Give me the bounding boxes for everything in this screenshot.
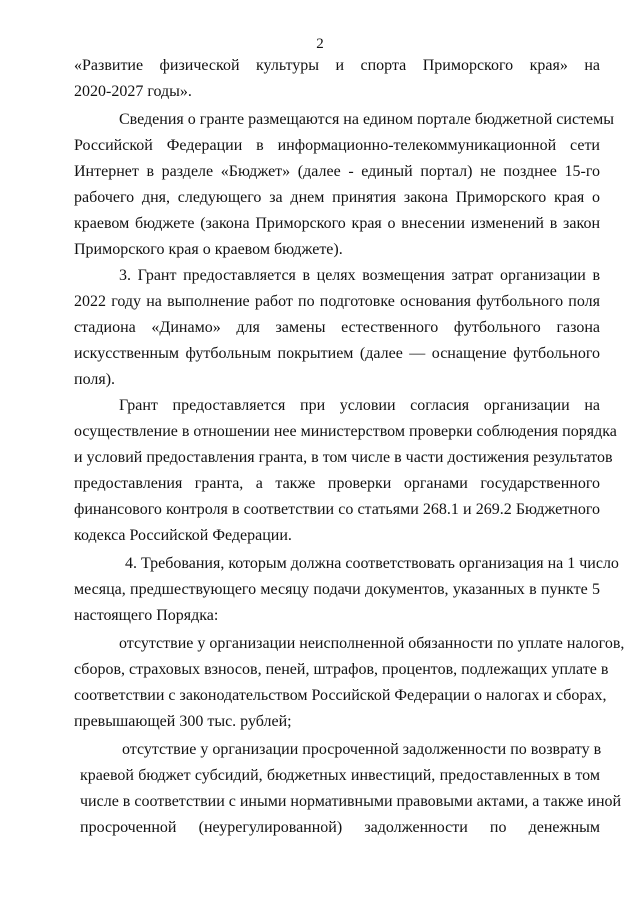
page-number: 2	[316, 36, 324, 52]
paragraph-6-line-4: превышающей 300 тыс. рублей;	[74, 713, 292, 730]
paragraph-6-line-2: сборов, страховых взносов, пеней, штрафов, процентов, подлежащих уплате в	[74, 661, 609, 678]
paragraph-6-line-3: соответствии с законодательством Российской Федерации о налогах и сборах,	[74, 687, 607, 704]
paragraph-6-line-1: отсутствие у организации неисполненной обязанности по уплате налогов,	[119, 635, 625, 652]
paragraph-3-line-4: искусственным футбольным покрытием (далее — оснащение футбольного	[74, 345, 600, 362]
paragraph-2-line-2: Российской Федерации в информационно-телекоммуникационной сети	[74, 137, 600, 154]
paragraph-7-line-4: просроченной (неурегулированной) задолженности по денежным	[80, 819, 600, 836]
paragraph-2-line-6: Приморского края о краевом бюджете).	[74, 241, 343, 258]
paragraph-3-line-3: стадиона «Динамо» для замены естественного футбольного газона	[74, 319, 600, 336]
paragraph-7-line-3: числе в соответствии с иными нормативными правовыми актами, а также иной	[80, 793, 622, 810]
paragraph-2-line-1: Сведения о гранте размещаются на едином портале бюджетной системы	[119, 111, 615, 128]
paragraph-4-line-2: осуществление в отношении нее министерством проверки соблюдения порядка	[74, 423, 617, 440]
paragraph-3-line-2: 2022 году на выполнение работ по подготовке основания футбольного поля	[74, 293, 600, 310]
paragraph-4-line-1: Грант предоставляется при условии согласия организации на	[119, 397, 600, 414]
paragraph-4-line-5: финансового контроля в соответствии со статьями 268.1 и 269.2 Бюджетного	[74, 501, 600, 518]
paragraph-7-line-2: краевой бюджет субсидий, бюджетных инвестиций, предоставленных в том	[80, 767, 600, 784]
paragraph-1-line-2: 2020-2027 годы».	[74, 83, 192, 100]
paragraph-1-line-1: «Развитие физической культуры и спорта Приморского края» на	[74, 57, 600, 74]
paragraph-5-line-2: месяца, предшествующего месяцу подачи документов, указанных в пункте 5	[74, 581, 600, 598]
paragraph-5-line-3: настоящего Порядка:	[74, 607, 219, 624]
paragraph-2-line-4: рабочего дня, следующего за днем принятия закона Приморского края о	[74, 189, 600, 206]
paragraph-3-line-1: 3. Грант предоставляется в целях возмещения затрат организации в	[119, 267, 600, 284]
paragraph-3-line-5: поля).	[74, 371, 116, 388]
paragraph-2-line-3: Интернет в разделе «Бюджет» (далее - единый портал) не позднее 15-го	[74, 163, 600, 180]
paragraph-7-line-1: отсутствие у организации просроченной задолженности по возврату в	[122, 741, 602, 758]
paragraph-4-line-4: предоставления гранта, а также проверки органами государственного	[74, 475, 600, 492]
paragraph-5-line-1: 4. Требования, которым должна соответствовать организация на 1 число	[125, 555, 619, 572]
paragraph-2-line-5: краевом бюджете (закона Приморского края о внесении изменений в закон	[74, 215, 600, 232]
paragraph-4-line-3: и условий предоставления гранта, в том числе в части достижения результатов	[74, 449, 613, 466]
paragraph-4-line-6: кодекса Российской Федерации.	[74, 527, 292, 544]
